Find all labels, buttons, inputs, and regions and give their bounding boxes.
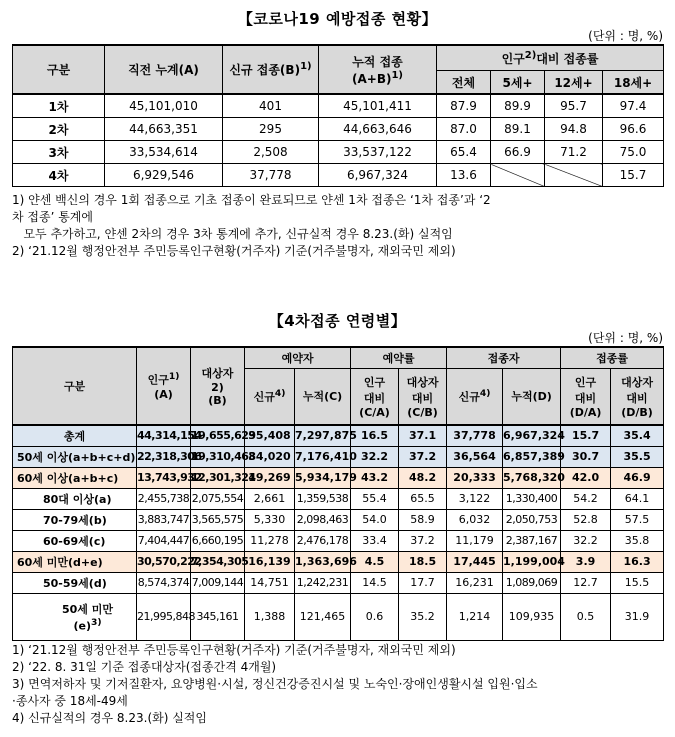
header-prev-total: 직전 누계(A) [105,45,223,94]
row-label: 60세 이상(a+b+c) [13,467,137,488]
cell-vcum: 1,089,069 [503,572,561,593]
table-row [13,572,664,593]
header-population: 인구$^{1)}$ (A) [137,347,191,425]
cell-cb: 58.9 [399,509,447,530]
cell-ca: 4.5 [351,551,399,572]
cell-target: 345,161 [191,593,245,640]
row-label: 50-59세(d) [13,572,137,593]
cell-pop: 3,883,747 [137,509,191,530]
cell-rcum: 5,934,179 [295,467,351,488]
cell-cb: 35.2 [399,593,447,640]
cell-cb: 65.5 [399,488,447,509]
note-line: 1) 얀센 백신의 경우 1회 접종으로 기초 접종이 완료되므로 얀센 1차 접종은 ‘1차 접종’과 ‘2 [12,193,491,207]
cell-cb: 18.5 [399,551,447,572]
header-vacc-rate: 접종률 [561,347,664,369]
table-row [13,118,664,141]
row-label: 2차 [13,118,105,141]
header-vaccinated: 접종자 [447,347,561,369]
cell-all: 65.4 [437,141,491,164]
cell-ca: 14.5 [351,572,399,593]
table-row [13,551,664,572]
cell-da: 30.7 [561,446,611,467]
row-label: 1차 [13,94,105,118]
cell-vnew: 17,445 [447,551,503,572]
cell-db: 46.9 [611,467,664,488]
cell-rcum: 1,359,538 [295,488,351,509]
cell-cb: 37.1 [399,425,447,447]
cell-da: 12.7 [561,572,611,593]
cell-rcum: 2,098,463 [295,509,351,530]
cell-12plus-empty [545,164,603,187]
cell-da: 32.2 [561,530,611,551]
header-cumulative: 누적 접종 $(A+B)^{1)}$ [319,45,437,94]
cell-rnew: 5,330 [245,509,295,530]
cell-all: 87.9 [437,94,491,118]
cell-target: 19,655,629 [191,425,245,447]
cell-ca: 43.2 [351,467,399,488]
header-reserved-cum: 누적(C) [295,369,351,425]
cell-18plus: 96.6 [603,118,664,141]
note-line: 2) ‘21.12월 행정안전부 주민등록인구현황(거주자) 기준(거주불명자, 재외국민 제외) [12,244,456,258]
cell-db: 35.4 [611,425,664,447]
header-db: 대상자 대비 (D/B) [611,369,664,425]
cell-vnew: 16,231 [447,572,503,593]
cell-rnew: 1,388 [245,593,295,640]
header-reserved-new: 신규$^{4)}$ [245,369,295,425]
cell-da: 0.5 [561,593,611,640]
cell-rnew: 34,020 [245,446,295,467]
cell-cum: 33,537,122 [319,141,437,164]
cell-cum: 6,967,324 [319,164,437,187]
note-line: 4) 신규실적의 경우 8.23.(화) 실적임 [12,711,207,725]
cell-new: 401 [223,94,319,118]
note-line: 모두 추가하고, 얀센 2차의 경우 3차 통계에 추가, 신규실적 경우 8.23.(화) 실적임 [12,227,453,241]
header-da: 인구 대비 (D/A) [561,369,611,425]
header-vacc-cum: 누적(D) [503,369,561,425]
header-cb: 대상자 대비 (C/B) [399,369,447,425]
row-label: 60세 미만(d+e) [13,551,137,572]
cell-prev: 45,101,010 [105,94,223,118]
cell-vcum: 6,967,324 [503,425,561,447]
row-label: 70-79세(b) [13,509,137,530]
cell-pop: 21,995,848 [137,593,191,640]
header-category: 구분 [13,45,105,94]
cell-db: 16.3 [611,551,664,572]
cell-pop: 8,574,374 [137,572,191,593]
vaccination-status-table [12,44,664,187]
cell-prev: 6,929,546 [105,164,223,187]
cell-da: 52.8 [561,509,611,530]
cell-vcum: 5,768,320 [503,467,561,488]
table-row [13,530,664,551]
cell-rnew: 2,661 [245,488,295,509]
header-ratio-18plus: 18세+ [603,71,664,95]
table-row [13,164,664,187]
cell-prev: 44,663,351 [105,118,223,141]
header-ratio-5plus: 5세+ [491,71,545,95]
header-vacc-new: 신규$^{4)}$ [447,369,503,425]
cell-cb: 48.2 [399,467,447,488]
cell-cb: 37.2 [399,446,447,467]
cell-pop: 30,570,222 [137,551,191,572]
header-ca: 인구 대비 (C/A) [351,369,399,425]
table-row [13,488,664,509]
table-row [13,141,664,164]
cell-vcum: 1,199,004 [503,551,561,572]
section2-notes [12,642,667,727]
cell-pop: 44,314,154 [137,425,191,447]
cell-rcum: 2,476,178 [295,530,351,551]
table-row [13,467,664,488]
table-row [13,425,664,447]
cell-vcum: 6,857,389 [503,446,561,467]
cell-vnew: 20,333 [447,467,503,488]
header-category: 구분 [13,347,137,425]
header-ratio-12plus: 12세+ [545,71,603,95]
cell-ca: 16.5 [351,425,399,447]
row-label: 50세 이상(a+b+c+d) [13,446,137,467]
header-ratio-all: 전체 [437,71,491,95]
cell-target: 2,075,554 [191,488,245,509]
cell-new: 2,508 [223,141,319,164]
cell-vcum: 1,330,400 [503,488,561,509]
row-label: 60-69세(c) [13,530,137,551]
cell-12plus: 71.2 [545,141,603,164]
cell-db: 35.5 [611,446,664,467]
cell-new: 295 [223,118,319,141]
cell-rcum: 121,465 [295,593,351,640]
section2-unit: (단위 : 명, %) [588,331,663,345]
cell-pop: 2,455,738 [137,488,191,509]
cell-da: 3.9 [561,551,611,572]
cell-18plus: 15.7 [603,164,664,187]
cell-ca: 33.4 [351,530,399,551]
cell-db: 64.1 [611,488,664,509]
cell-rcum: 7,176,410 [295,446,351,467]
cell-target: 19,310,468 [191,446,245,467]
table-row [13,509,664,530]
cell-vnew: 36,564 [447,446,503,467]
cell-5plus-empty [491,164,545,187]
cell-rcum: 7,297,875 [295,425,351,447]
cell-ca: 32.2 [351,446,399,467]
cell-new: 37,778 [223,164,319,187]
cell-target: 3,565,575 [191,509,245,530]
cell-18plus: 97.4 [603,94,664,118]
cell-da: 42.0 [561,467,611,488]
cell-prev: 33,534,614 [105,141,223,164]
header-new-dose: 신규 접종$(B)^{1)}$ [223,45,319,94]
header-population-ratio: 인구$^{2)}$대비 접종률 [437,45,664,71]
row-label: 50세 미만 $(e)^{3)}$ [13,593,137,640]
header-reserve-rate: 예약률 [351,347,447,369]
note-line: 1) ‘21.12월 행정안전부 주민등록인구현황(거주자) 기준(거주불명자, 재외국민 제외) [12,643,456,657]
cell-ca: 54.0 [351,509,399,530]
cell-all: 87.0 [437,118,491,141]
row-label: 3차 [13,141,105,164]
cell-12plus: 95.7 [545,94,603,118]
cell-db: 57.5 [611,509,664,530]
section2-title: 【4차접종 연령별】 [268,312,407,330]
cell-12plus: 94.8 [545,118,603,141]
cell-5plus: 66.9 [491,141,545,164]
cell-pop: 7,404,447 [137,530,191,551]
cell-target: 12,301,324 [191,467,245,488]
cell-target: 7,009,144 [191,572,245,593]
cell-rcum: 1,363,696 [295,551,351,572]
cell-18plus: 75.0 [603,141,664,164]
section1-unit: (단위 : 명, %) [588,29,663,43]
cell-5plus: 89.1 [491,118,545,141]
cell-target: 7,354,305 [191,551,245,572]
note-line: 차 접종’ 통계에 [12,210,93,224]
cell-rcum: 1,242,231 [295,572,351,593]
table-row [13,593,664,640]
cell-cum: 44,663,646 [319,118,437,141]
section1-notes [12,192,667,260]
cell-5plus: 89.9 [491,94,545,118]
row-label: 4차 [13,164,105,187]
note-line: 2) ‘22. 8. 31일 기준 접종대상자(접종간격 4개월) [12,660,277,674]
cell-vcum: 2,050,753 [503,509,561,530]
cell-vnew: 37,778 [447,425,503,447]
row-label: 총계 [13,425,137,447]
cell-vnew: 6,032 [447,509,503,530]
table-row [13,94,664,118]
cell-cb: 37.2 [399,530,447,551]
cell-vnew: 11,179 [447,530,503,551]
cell-vnew: 1,214 [447,593,503,640]
table-row [13,446,664,467]
note-line: ·종사자 중 18세-49세 [12,694,128,708]
cell-da: 54.2 [561,488,611,509]
cell-vcum: 2,387,167 [503,530,561,551]
cell-target: 6,660,195 [191,530,245,551]
cell-da: 15.7 [561,425,611,447]
fourth-dose-age-table [12,346,664,641]
cell-rnew: 35,408 [245,425,295,447]
cell-db: 31.9 [611,593,664,640]
note-line: 3) 면역저하자 및 기저질환자, 요양병원·시설, 정신건강증진시설 및 노숙인·장애인생활시설 입원·입소 [12,677,538,691]
cell-rnew: 14,751 [245,572,295,593]
cell-rnew: 16,139 [245,551,295,572]
cell-vcum: 109,935 [503,593,561,640]
cell-ca: 0.6 [351,593,399,640]
cell-vnew: 3,122 [447,488,503,509]
header-reserved: 예약자 [245,347,351,369]
cell-db: 15.5 [611,572,664,593]
header-target: 대상자 2) (B) [191,347,245,425]
cell-ca: 55.4 [351,488,399,509]
cell-db: 35.8 [611,530,664,551]
cell-rnew: 19,269 [245,467,295,488]
cell-pop: 22,318,306 [137,446,191,467]
cell-all: 13.6 [437,164,491,187]
cell-cb: 17.7 [399,572,447,593]
section1-title: 【코로나19 예방접종 현황】 [237,10,438,28]
cell-rnew: 11,278 [245,530,295,551]
row-label: 80대 이상(a) [13,488,137,509]
cell-pop: 13,743,932 [137,467,191,488]
cell-cum: 45,101,411 [319,94,437,118]
